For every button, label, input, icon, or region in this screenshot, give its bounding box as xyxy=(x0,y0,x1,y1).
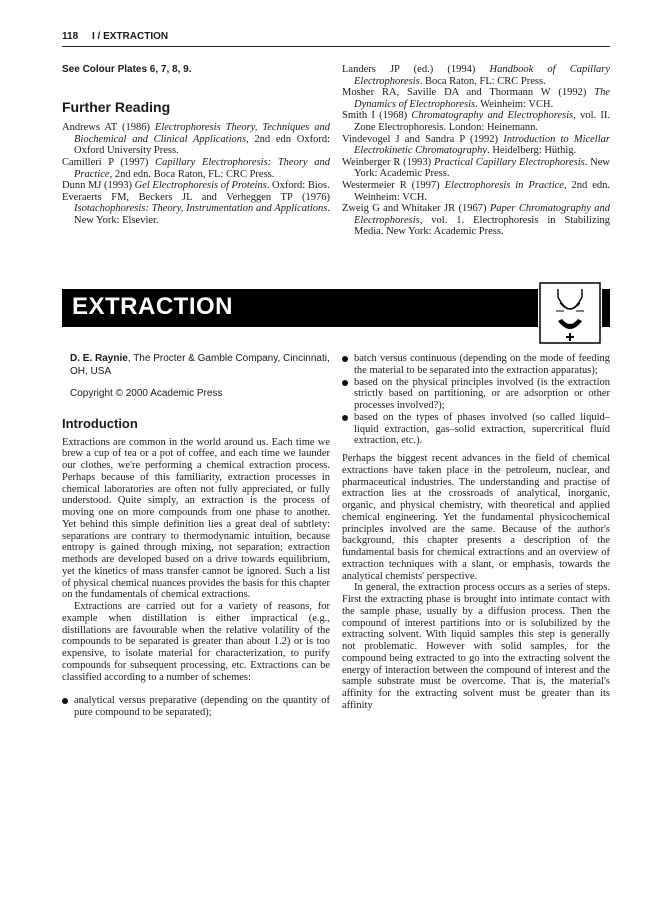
reference-item: Andrews AT (1986) Electrophoresis Theory, Techniques and Biochemical and Clinical Applications, 2nd edn Oxford: Oxford University Press. xyxy=(62,122,331,157)
chapter-banner xyxy=(62,289,610,327)
bullet-icon xyxy=(342,415,348,421)
further-reading-right-column xyxy=(342,64,610,238)
running-head xyxy=(62,30,610,47)
paragraph: Perhaps the biggest recent advances in the field of chemical extractions have taken place in the petroleum, nuclear, and pharmaceutical industries. The understanding and practise of extraction lies at the crossroads of analytical, inorganic, organic, and physical chemistry, with theoretical and applied chemical engineering. Yet the fundamental physicochemical principles involved are the same. Because of the author's background, this chapter presents a description of the fundamental basis for chemical extractions and an overview of extraction techniques with a slant, or emphasis, towards the analytical chemists' perspective. xyxy=(342,453,610,582)
colour-plates-note: See Colour Plates 6, 7, 8, 9. xyxy=(62,64,192,75)
paragraph: Extractions are common in the world around us. Each time we brew a cup of tea or a pot of coffee, and each time we launder our clothes, we're performing a chemical extraction process. Perhaps because of this familiarity, extraction processes in chemical laboratories are often not fully appreciated, or fully understood. Quite simply, an extraction is the process of moving one on more compounds from one phase to another. Yet behind this simple definition lies a great deal of subtlety: separations are contrary to thermodynamic intuition, because entropy is gained through mixing, not separation; extraction methods are developed based on a drive towards equilibrium, yet the kinetics of mass transfer cannot be ignored. Such a list of physical chemical nuances provides the basis for this chapter on the fundamentals of chemical extractions. xyxy=(62,436,330,601)
reference-item: Landers JP (ed.) (1994) Handbook of Capillary Electrophoresis. Boca Raton, FL: CRC Press. xyxy=(342,64,610,87)
reference-item: Dunn MJ (1993) Gel Electrophoresis of Proteins. Oxford: Bios. xyxy=(62,180,330,192)
article-right-column xyxy=(342,353,610,712)
introduction-heading: Introduction xyxy=(62,415,138,431)
bullet-icon xyxy=(342,380,348,386)
further-reading-left-column xyxy=(62,64,330,227)
chapter-title: EXTRACTION xyxy=(72,293,233,320)
reference-item: Vindevogel J and Sandra P (1992) Introduction to Micellar Electrokinetic Chromatography. Heidelberg: Hüthig. xyxy=(342,133,610,157)
paragraph: In general, the extraction process occurs as a series of steps. First the extracting phase is brought into intimate contact with the sample phase, usually by a diffusion process. Then the compound of interest partitions into or is solubilized by the extracting solvent. With liquid samples this step is generally not problematic. However with solid samples, for the compound being extracted to go into the extracting solvent the energy of interaction between the compound of interest and the sample substrate must be overcome. That is, the material's affinity for the extracting solvent must be greater than its affinity xyxy=(342,582,610,711)
author-name: D. E. Raynie xyxy=(70,353,128,364)
bullet-item: batch versus continuous (depending on the mode of feeding the material to be separated into the extraction apparatus); xyxy=(342,353,610,377)
author-affiliation: , The Procter & Gamble Company, Cincinnati, OH, USA xyxy=(70,353,330,377)
copyright-line: Copyright © 2000 Academic Press xyxy=(70,388,223,399)
page-number: 118 xyxy=(62,31,79,42)
separatory-funnel-icon xyxy=(538,281,602,345)
reference-item: Smith I (1968) Chromatography and Electrophoresis, vol. II. Zone Electrophoresis. London: Heinemann. xyxy=(342,110,610,133)
section-title: I / EXTRACTION xyxy=(92,31,169,42)
bullet-icon xyxy=(342,356,348,362)
reference-item: Zweig G and Whitaker JR (1967) Paper Chromatography and Electrophoresis, vol. 1. Electrophoresis in Stabilizing Media. New York: Academic Press. xyxy=(342,203,610,238)
bullet-item: analytical versus preparative (depending on the quantity of pure compound to be separated); xyxy=(62,695,330,719)
article-left-column xyxy=(62,353,330,719)
bullet-item: based on the physical principles involved (is the extraction strictly based on partitioning, or are adsorption or other processes involved?); xyxy=(342,377,610,412)
further-reading-heading: Further Reading xyxy=(62,98,171,115)
reference-item: Mosher RA, Saville DA and Thormann W (1992) The Dynamics of Electrophoresis. Weinheim: VCH. xyxy=(342,87,610,110)
paragraph: Extractions are carried out for a variety of reasons, for example when distillation is either impractical (e.g., distillations are favourable when the relative volatility of the compounds to be separated is greater than about 1.2) or is too expensive, to isolate material for characterization, to purify compounds for subsequent processing, etc. Extractions can be classified according to a number of schemes: xyxy=(62,601,330,683)
reference-item: Camilleri P (1997) Capillary Electrophoresis: Theory and Practice, 2nd edn. Boca Raton, FL: CRC Press. xyxy=(62,156,330,180)
bullet-icon xyxy=(62,698,68,704)
author-line xyxy=(70,353,330,378)
bullet-item: based on the types of phases involved (so called liquid–liquid extraction, gas–solid extraction, supercritical fluid extraction, etc.). xyxy=(342,412,610,447)
reference-item: Westermeier R (1997) Electrophoresis in Practice, 2nd edn. Weinheim: VCH. xyxy=(342,179,610,203)
reference-item: Weinberger R (1993) Practical Capillary Electrophoresis. New York: Academic Press. xyxy=(342,156,610,180)
reference-item: Everaerts FM, Beckers JL and Verheggen TP (1976) Isotachophoresis: Theory, Instrumentation and Applications. New York: Elsevier. xyxy=(62,191,330,226)
